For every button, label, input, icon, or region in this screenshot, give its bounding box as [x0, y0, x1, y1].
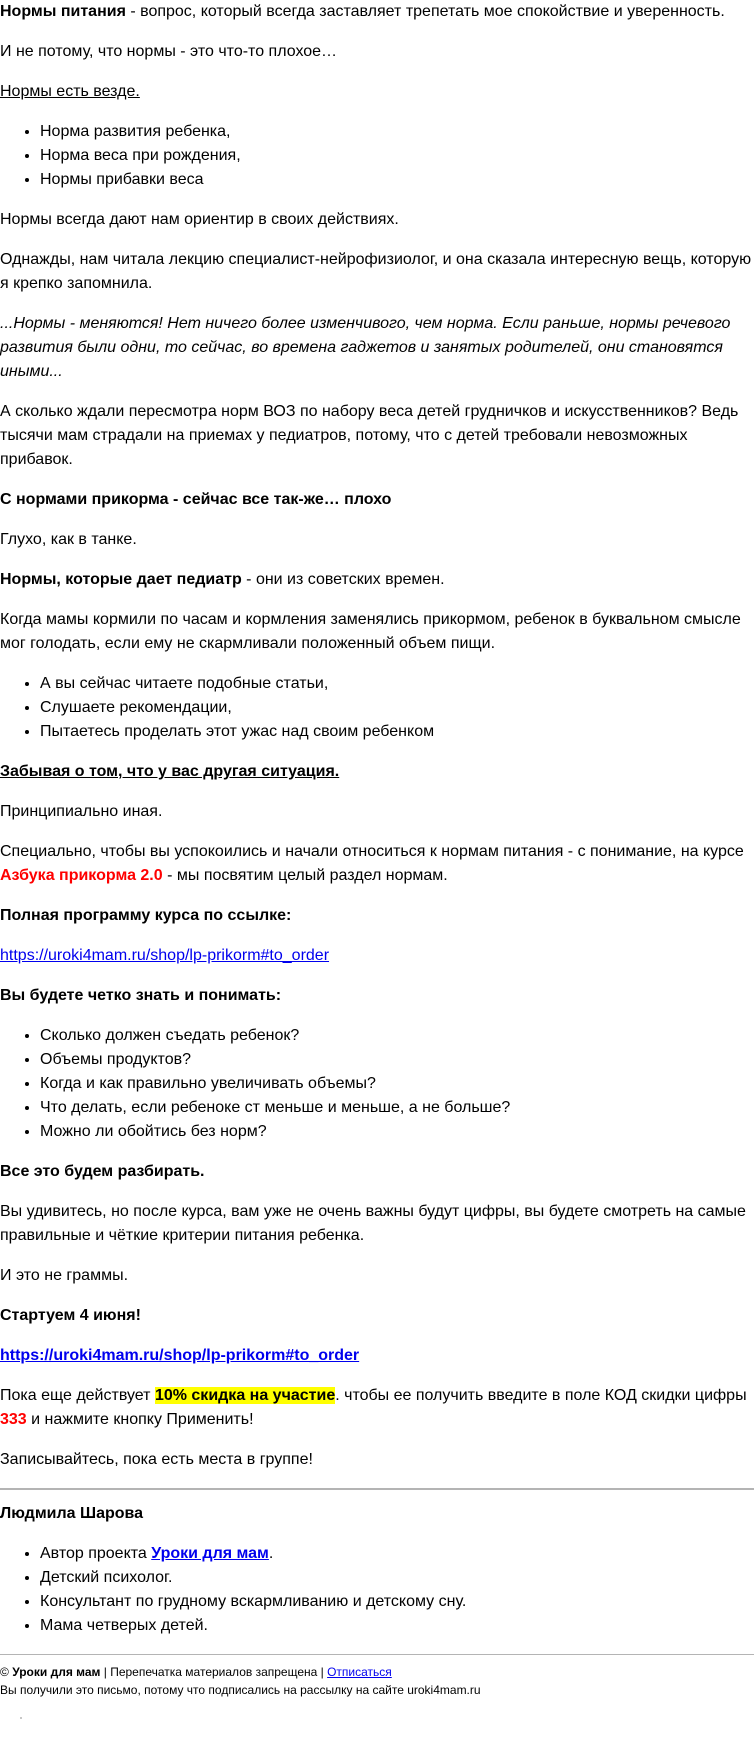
list-item: • Что делать, если ребеноке ст меньше и меньше, а не больше?	[40, 1096, 754, 1120]
text: Пока еще действует	[0, 1387, 155, 1404]
text: - мы посвятим целый раздел нормам.	[162, 867, 448, 884]
paragraph-link	[0, 1344, 754, 1368]
course-link[interactable]: https://uroki4mam.ru/shop/lp-prikorm#to_order	[0, 947, 330, 964]
paragraph: А сколько ждали пересмотра норм ВОЗ по набору веса детей грудничков и искусственников? Ведь тысячи мам страдали на приемах у педиатров, потому, что с детей требовали невозможных прибавок.	[0, 403, 739, 468]
paragraph-discount	[0, 1384, 754, 1432]
divider	[0, 1488, 754, 1490]
paragraph-bold	[0, 1304, 754, 1328]
list-item: • Когда и как правильно увеличивать объемы?	[40, 1072, 754, 1096]
bold-text: Все это будем разбирать.	[0, 1163, 205, 1180]
paragraph: Записывайтесь, пока есть места в группе!	[0, 1451, 313, 1468]
list-item: • Мама четверых детей.	[40, 1614, 754, 1638]
paragraph-bold	[0, 1160, 754, 1184]
paragraph-bold	[0, 904, 754, 928]
list-item: • Объемы продуктов?	[40, 1048, 754, 1072]
paragraph-underlined: Нормы есть везде.	[0, 83, 140, 100]
author-name: Людмила Шарова	[0, 1505, 144, 1522]
discount-highlight: 10% скидка на участие	[154, 1387, 336, 1404]
paragraph	[0, 568, 754, 592]
text: .	[268, 1545, 274, 1562]
actions-list	[0, 672, 754, 744]
paragraph: Однажды, нам читала лекцию специалист-нейрофизиолог, и она сказала интересную вещь, которую я крепко запомнила.	[0, 251, 752, 292]
text: - они из советских времен.	[241, 571, 445, 588]
norms-list	[0, 120, 754, 192]
paragraph-bold	[0, 984, 754, 1008]
discount-code: 333	[0, 1411, 27, 1428]
paragraph: Вы удивитесь, но после курса, вам уже не очень важны будут цифры, вы будете смотреть на самые правильные и чёткие критерии питания ребенка.	[0, 1203, 746, 1244]
list-item: • Норма веса при рождения,	[40, 144, 754, 168]
list-item: • Слушаете рекомендации,	[40, 696, 754, 720]
text: Автор проекта	[40, 1545, 152, 1562]
paragraph-bold-underlined	[0, 760, 754, 784]
paragraph: И это не граммы.	[0, 1267, 129, 1284]
author-list	[0, 1542, 754, 1638]
footer-brand: Уроки для мам	[12, 1665, 101, 1679]
bold-text: С нормами прикорма - сейчас все так-же… плохо	[0, 491, 392, 508]
intro-bold: Нормы питания	[0, 3, 126, 20]
list-item: • Пытаетесь проделать этот ужас над своим ребенком	[40, 720, 754, 744]
text: Специально, чтобы вы успокоились и начали относиться к нормам питания - с понимание, на курсе	[0, 843, 744, 860]
list-item: • Детский психолог.	[40, 1566, 754, 1590]
paragraph: Принципиально иная.	[0, 803, 163, 820]
text: . чтобы ее получить введите в поле КОД скидки цифры	[335, 1387, 747, 1404]
paragraph-link	[0, 944, 754, 968]
list-item	[40, 1542, 754, 1566]
start-date: Стартуем 4 июня!	[0, 1307, 141, 1324]
paragraph-course	[0, 840, 754, 888]
quote-paragraph: ...Нормы - меняются! Нет ничего более изменчивого, чем норма. Если раньше, нормы речевого развития были одни, то сейчас, во времена гаджетов и занятых родителей, они становятся иными...	[0, 315, 731, 380]
bold-text: Забывая о том, что у вас другая ситуация.	[0, 763, 340, 780]
list-item: • Можно ли обойтись без норм?	[40, 1120, 754, 1144]
copyright: ©	[0, 1665, 13, 1679]
bold-text: Вы будете четко знать и понимать:	[0, 987, 282, 1004]
unsubscribe-link[interactable]: Отписаться	[327, 1665, 392, 1679]
list-item: • Норма развития ребенка,	[40, 120, 754, 144]
bold-text: Полная программу курса по ссылке:	[0, 907, 292, 924]
paragraph: И не потому, что нормы - это что-то плохое…	[0, 43, 338, 60]
paragraph: Когда мамы кормили по часам и кормления заменялись прикормом, ребенок в буквальном смысле мог голодать, если ему не скармливали положенный объем пищи.	[0, 611, 741, 652]
list-item: • Консультант по грудному вскармливанию и детскому сну.	[40, 1590, 754, 1614]
paragraph: Нормы всегда дают нам ориентир в своих действиях.	[0, 211, 399, 228]
footer-line	[0, 1663, 754, 1681]
footer-text: | Перепечатка материалов запрещена |	[100, 1665, 328, 1679]
paragraph-intro	[0, 0, 754, 24]
course-link-bold[interactable]: https://uroki4mam.ru/shop/lp-prikorm#to_order	[0, 1347, 360, 1364]
project-link[interactable]: Уроки для мам	[151, 1545, 269, 1562]
paragraph: Глухо, как в танке.	[0, 531, 137, 548]
bold-text: Нормы, которые дает педиатр	[0, 571, 242, 588]
list-item: • Сколько должен съедать ребенок?	[40, 1024, 754, 1048]
intro-rest: - вопрос, который всегда заставляет трепетать мое спокойствие и уверенность.	[125, 3, 725, 20]
footer-divider	[0, 1654, 754, 1655]
tracking-pixel	[20, 1717, 22, 1719]
list-item: • Нормы прибавки веса	[40, 168, 754, 192]
questions-list	[0, 1024, 754, 1144]
text: и нажмите кнопку Применить!	[26, 1411, 254, 1428]
course-name: Азбука прикорма 2.0	[0, 867, 163, 884]
paragraph-bold	[0, 488, 754, 512]
footer-note: Вы получили это письмо, потому что подписались на рассылку на сайте uroki4mam.ru	[0, 1683, 481, 1697]
list-item: • А вы сейчас читаете подобные статьи,	[40, 672, 754, 696]
